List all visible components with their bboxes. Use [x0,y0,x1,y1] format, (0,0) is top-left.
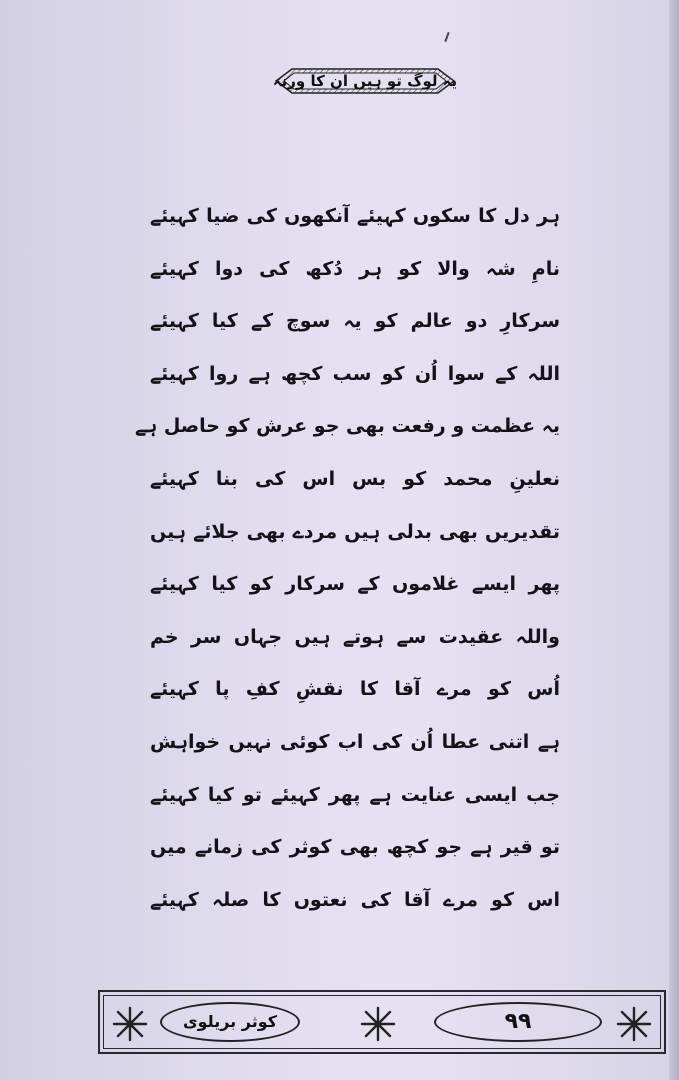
verse-line: ہے اتنی عطا اُن کی اب کوئی نہیں خواہش [150,730,560,753]
header-banner [270,66,460,96]
verse-line: اُس کو مرے آقا کا نقشِ کفِ پا کہیئے [150,678,560,701]
page-number: ۹۹ [434,1002,602,1042]
footer-frame [98,990,666,1054]
header-title: یہ لوگ تو ہیں ان کا ورنہ [272,72,458,90]
poem [134,190,560,926]
verse-line: یہ عظمت و رفعت بھی جو عرش کو حاصل ہے [134,415,560,438]
flower-ornament-icon [614,1004,654,1044]
author-name: کوثر بریلوی [160,1002,300,1042]
verse-line: اس کو مرے آقا کی نعتوں کا صلہ کہیئے [150,888,560,911]
verse-line: سرکارِ دو عالم کو یہ سوچ کے کیا کہیئے [150,310,560,333]
flower-ornament-icon [358,1004,398,1044]
verse-line: تقدیریں بھی بدلی ہیں مردے بھی جلائے ہیں [150,520,560,543]
verse-line: جب ایسی عنایت ہے پھر کہیئے تو کیا کہیئے [150,783,560,806]
page-edge [669,0,679,1080]
flower-ornament-icon [110,1004,150,1044]
verse-line: اللہ کے سوا اُن کو سب کچھ ہے روا کہیئے [150,362,560,385]
verse-line: تو قیر ہے جو کچھ بھی کوثر کی زمانے میں [150,836,560,859]
pen-mark [444,32,449,42]
verse-line: پھر ایسے غلاموں کے سرکار کو کیا کہیئے [150,573,560,596]
verse-line: واللہ عقیدت سے ہوتے ہیں جہاں سر خم [150,625,560,648]
verse-line: ہر دل کا سکوں کہیئے آنکھوں کی ضیا کہیئے [150,205,560,227]
verse-line: نعلینِ محمد کو بس اس کی بنا کہیئے [150,467,560,490]
verse-line: نامِ شہ والا کو ہر دُکھ کی دوا کہیئے [150,257,560,280]
